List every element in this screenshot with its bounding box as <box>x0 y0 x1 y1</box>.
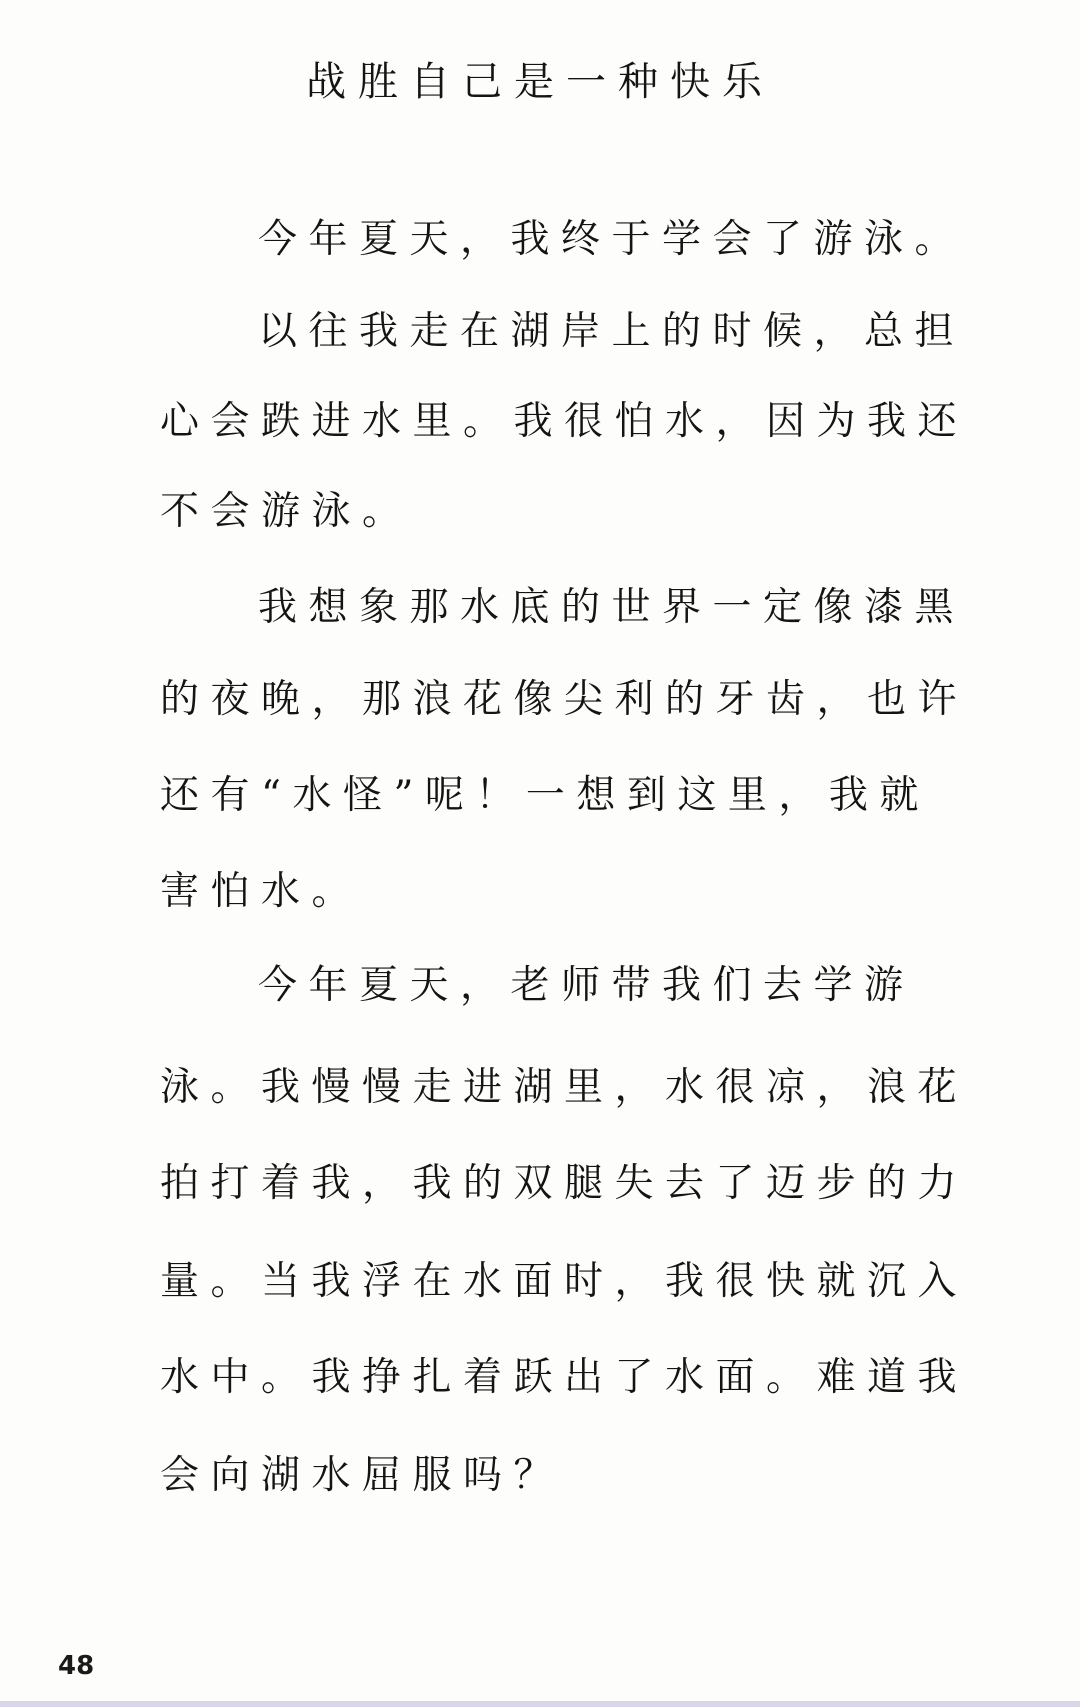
text-line: 量。当我浮在水面时，我很快就沉入 <box>160 1259 969 1304</box>
text-line: 水中。我挣扎着跃出了水面。难道我 <box>160 1355 969 1400</box>
page-title: 战胜自己是一种快乐 <box>306 59 774 105</box>
text-line: 的夜晚，那浪花像尖利的牙齿，也许 <box>160 677 969 722</box>
text-line: 今年夏天，我终于学会了游泳。 <box>258 217 966 262</box>
text-line: 今年夏天，老师带我们去学游 <box>258 963 915 1008</box>
text-line: 泳。我慢慢走进湖里，水很凉，浪花 <box>160 1065 969 1110</box>
text-line: 以往我走在湖岸上的时候，总担 <box>258 309 966 354</box>
text-line: 心会跌进水里。我很怕水，因为我还 <box>160 399 969 444</box>
text-line: 会向湖水屈服吗？ <box>160 1453 565 1498</box>
text-line: 害怕水。 <box>160 869 363 914</box>
text-line: 我想象那水底的世界一定像漆黑 <box>258 585 966 630</box>
page-bottom-edge <box>0 1701 1080 1707</box>
page-number: 48 <box>58 1651 95 1681</box>
text-line: 不会游泳。 <box>160 489 413 534</box>
text-line: 拍打着我，我的双腿失去了迈步的力 <box>160 1161 969 1206</box>
text-line: 还有“水怪”呢！一想到这里，我就 <box>160 773 930 818</box>
